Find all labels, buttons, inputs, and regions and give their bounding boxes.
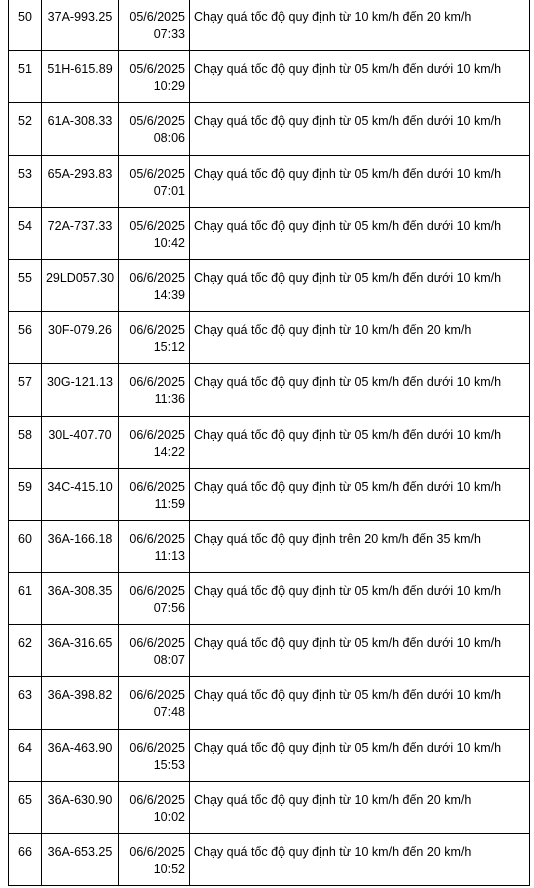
table-row (9, 520, 530, 572)
violation-clock: 07:01 (153, 183, 185, 198)
row-number: 56 (9, 312, 42, 364)
table-row (9, 729, 530, 781)
table-row (9, 364, 530, 416)
violation-time (119, 677, 190, 729)
violation-time (119, 0, 190, 51)
violation-date: 05/6/2025 (129, 114, 185, 129)
table-row (9, 781, 530, 833)
violation-date: 06/6/2025 (129, 688, 185, 703)
license-plate: 34C-415.10 (42, 468, 119, 520)
violation-date: 06/6/2025 (129, 323, 185, 338)
table-row (9, 103, 530, 155)
violation-clock: 08:06 (153, 131, 185, 146)
row-number: 57 (9, 364, 42, 416)
row-number: 55 (9, 259, 42, 311)
row-number: 64 (9, 729, 42, 781)
row-number: 60 (9, 520, 42, 572)
violation-clock: 08:07 (153, 653, 185, 668)
row-number: 53 (9, 155, 42, 207)
violation-date: 06/6/2025 (129, 845, 185, 859)
violation-description: Chạy quá tốc độ quy định từ 10 km/h đến 20 km/h (190, 781, 530, 833)
violation-time (119, 312, 190, 364)
license-plate: 36A-463.90 (42, 729, 119, 781)
license-plate: 36A-166.18 (42, 520, 119, 572)
violation-time (119, 259, 190, 311)
table-row (9, 468, 530, 520)
row-number: 52 (9, 103, 42, 155)
violation-time (119, 520, 190, 572)
table-row (9, 155, 530, 207)
violation-description: Chạy quá tốc độ quy định từ 05 km/h đến dưới 10 km/h (190, 468, 530, 520)
license-plate: 29LD057.30 (42, 259, 119, 311)
table-row (9, 259, 530, 311)
table-row (9, 677, 530, 729)
table-row (9, 416, 530, 468)
license-plate: 36A-630.90 (42, 781, 119, 833)
license-plate: 36A-308.35 (42, 573, 119, 625)
violation-time (119, 573, 190, 625)
violation-description: Chạy quá tốc độ quy định từ 10 km/h đến 20 km/h (190, 0, 530, 51)
violation-time (119, 729, 190, 781)
violation-description: Chạy quá tốc độ quy định từ 05 km/h đến dưới 10 km/h (190, 625, 530, 677)
violation-clock: 11:59 (154, 496, 185, 511)
row-number: 63 (9, 677, 42, 729)
violation-date: 06/6/2025 (129, 375, 185, 390)
violations-table (8, 0, 530, 886)
violation-time (119, 468, 190, 520)
violation-date: 06/6/2025 (129, 531, 185, 546)
violation-clock: 07:48 (153, 705, 185, 720)
violation-description: Chạy quá tốc độ quy định trên 20 km/h đến 35 km/h (190, 520, 530, 572)
violation-clock: 10:02 (153, 809, 185, 824)
row-number: 50 (9, 0, 42, 51)
license-plate: 72A-737.33 (42, 207, 119, 259)
violation-clock: 07:56 (153, 601, 185, 616)
violation-description: Chạy quá tốc độ quy định từ 05 km/h đến dưới 10 km/h (190, 155, 530, 207)
violation-description: Chạy quá tốc độ quy định từ 05 km/h đến dưới 10 km/h (190, 207, 530, 259)
violations-table-body (9, 0, 530, 886)
violation-date: 05/6/2025 (129, 10, 185, 24)
license-plate: 65A-293.83 (42, 155, 119, 207)
violation-clock: 15:12 (153, 340, 185, 355)
row-number: 51 (9, 51, 42, 103)
violation-time (119, 155, 190, 207)
violation-time (119, 781, 190, 833)
violation-date: 06/6/2025 (129, 270, 185, 285)
violation-date: 06/6/2025 (129, 740, 185, 755)
violation-time (119, 103, 190, 155)
violation-date: 05/6/2025 (129, 62, 185, 77)
license-plate: 36A-653.25 (42, 834, 119, 886)
violation-clock: 10:52 (153, 862, 185, 876)
violation-date: 05/6/2025 (129, 218, 185, 233)
violation-description: Chạy quá tốc độ quy định từ 05 km/h đến dưới 10 km/h (190, 677, 530, 729)
row-number: 58 (9, 416, 42, 468)
license-plate: 37A-993.25 (42, 0, 119, 51)
license-plate: 30F-079.26 (42, 312, 119, 364)
violation-clock: 10:29 (153, 79, 185, 94)
row-number: 54 (9, 207, 42, 259)
violation-date: 06/6/2025 (129, 479, 185, 494)
license-plate: 30G-121.13 (42, 364, 119, 416)
violation-clock: 14:22 (153, 444, 185, 459)
violation-description: Chạy quá tốc độ quy định từ 05 km/h đến dưới 10 km/h (190, 573, 530, 625)
violation-time (119, 51, 190, 103)
violation-date: 06/6/2025 (129, 427, 185, 442)
violation-date: 06/6/2025 (129, 792, 185, 807)
violation-time (119, 834, 190, 886)
violations-sheet (8, 0, 530, 886)
table-row (9, 207, 530, 259)
violation-clock: 07:33 (153, 27, 185, 41)
violation-description: Chạy quá tốc độ quy định từ 05 km/h đến dưới 10 km/h (190, 416, 530, 468)
row-number: 65 (9, 781, 42, 833)
violation-clock: 10:42 (153, 235, 185, 250)
violation-description: Chạy quá tốc độ quy định từ 05 km/h đến dưới 10 km/h (190, 259, 530, 311)
violation-date: 05/6/2025 (129, 166, 185, 181)
violation-clock: 15:53 (153, 757, 185, 772)
violation-clock: 11:36 (154, 392, 185, 407)
violation-description: Chạy quá tốc độ quy định từ 10 km/h đến 20 km/h (190, 312, 530, 364)
row-number: 61 (9, 573, 42, 625)
violation-clock: 11:13 (154, 548, 185, 563)
license-plate: 61A-308.33 (42, 103, 119, 155)
table-row (9, 51, 530, 103)
violation-time (119, 364, 190, 416)
violation-description: Chạy quá tốc độ quy định từ 05 km/h đến dưới 10 km/h (190, 103, 530, 155)
violation-description: Chạy quá tốc độ quy định từ 05 km/h đến dưới 10 km/h (190, 51, 530, 103)
violation-clock: 14:39 (153, 287, 185, 302)
violation-time (119, 416, 190, 468)
row-number: 59 (9, 468, 42, 520)
table-row (9, 625, 530, 677)
table-row (9, 834, 530, 886)
table-row (9, 312, 530, 364)
row-number: 62 (9, 625, 42, 677)
row-number: 66 (9, 834, 42, 886)
violation-time (119, 625, 190, 677)
license-plate: 36A-316.65 (42, 625, 119, 677)
violation-date: 06/6/2025 (129, 584, 185, 599)
violation-date: 06/6/2025 (129, 636, 185, 651)
violation-time (119, 207, 190, 259)
violation-description: Chạy quá tốc độ quy định từ 05 km/h đến dưới 10 km/h (190, 364, 530, 416)
violation-description: Chạy quá tốc độ quy định từ 10 km/h đến 20 km/h (190, 834, 530, 886)
license-plate: 36A-398.82 (42, 677, 119, 729)
license-plate: 51H-615.89 (42, 51, 119, 103)
violation-description: Chạy quá tốc độ quy định từ 05 km/h đến dưới 10 km/h (190, 729, 530, 781)
table-row (9, 0, 530, 51)
table-row (9, 573, 530, 625)
license-plate: 30L-407.70 (42, 416, 119, 468)
